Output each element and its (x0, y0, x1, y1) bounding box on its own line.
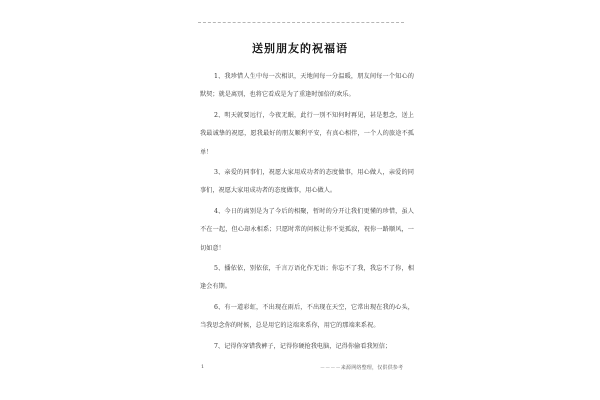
paragraph-5: 5、播依依，别依依，千言万语化作无语；你忘不了我，我忘不了你，相逢会有期。 (200, 265, 414, 291)
paragraph-4: 4、今日的离别是为了今后的相聚，暂时的分开让我们更懂的珍惜，虽人不在一起，但心却永相系；只愿时常的问候让你不觉孤寂，祝你一路顺风，一切如意！ (200, 207, 414, 252)
document-title: 送别朋友的祝福语 (252, 42, 348, 55)
header-divider (198, 22, 404, 23)
paragraph-1: 1、我珍惜人生中每一次相识，天地间每一分温暖，朋友间每一个知心的默契；就是离别，也将它看成是为了重逢时加倍的欢乐。 (200, 73, 414, 99)
footer-source-note: －－－－来源网络整理，仅供供参考 (320, 365, 404, 371)
paragraph-3: 3、亲爱的同事们，祝愿大家用成功者的态度做事，用心做人，亲爱的同事们，祝愿大家用成功者的态度做事，用心做人。 (200, 169, 414, 195)
document-body (200, 68, 414, 358)
page-number: 1 (201, 364, 205, 370)
paragraph-6: 6、有一道彩虹，不出现在雨后，不出现在天空，它常出现在我的心头，当我思念你的时候，总是用它的这端来系你，用它的那端来系祝。 (200, 303, 414, 330)
paragraph-7: 7、记得你穿错我裤子，记得你硬抢我电脑，记得你偷看我短信； (214, 342, 392, 350)
paragraph-2: 2、明天就要远行，今夜无眠，此行一别不知何时再见，甚是想念，送上我最诚挚的祝愿，愿我最好的朋友顺利平安，有真心相伴，一个人的旅途不孤单！ (200, 111, 414, 156)
